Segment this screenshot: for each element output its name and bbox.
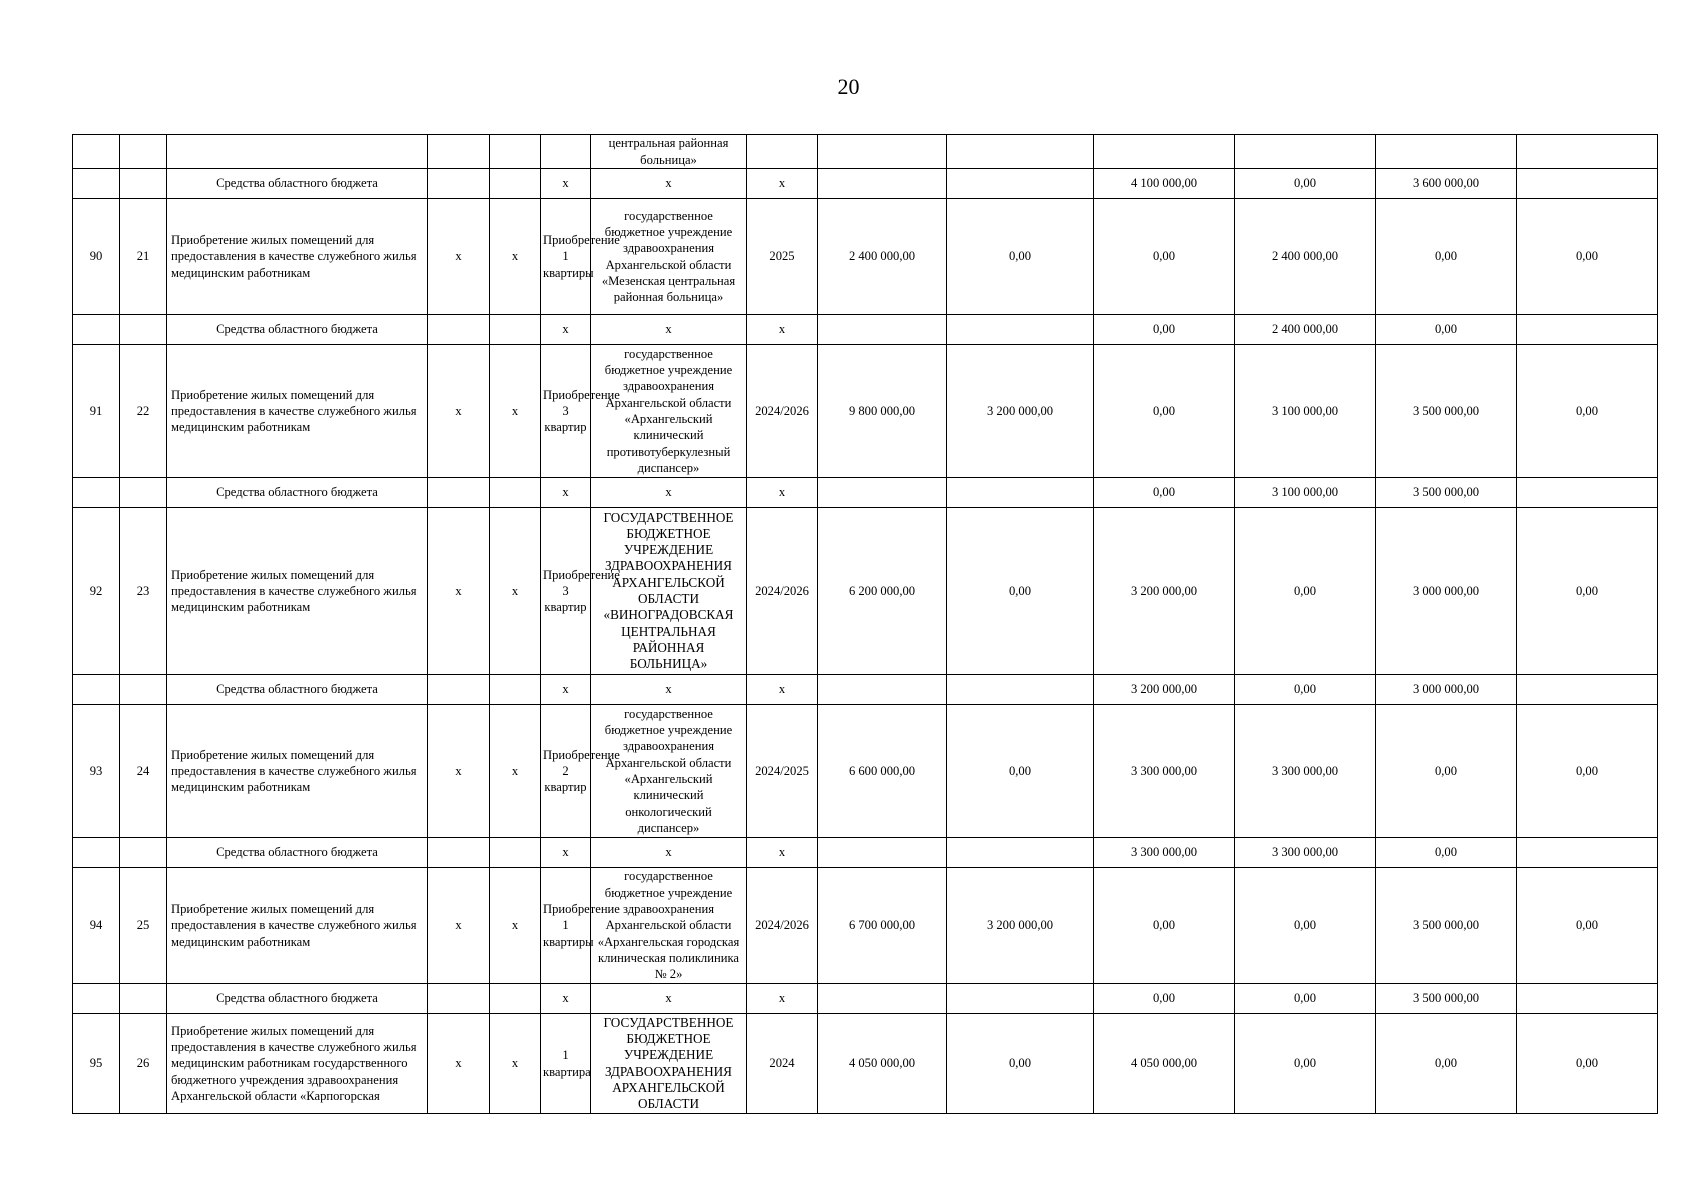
cell-work: 1 квартира: [541, 1014, 591, 1114]
table-row-entry: [73, 1014, 1658, 1114]
cell-amount: [1517, 478, 1658, 508]
cell-amount: [947, 675, 1094, 705]
cell-x: х: [747, 675, 818, 705]
cell-empty: [490, 169, 541, 199]
cell-empty: [490, 478, 541, 508]
cell-x: х: [747, 169, 818, 199]
cell-total: 4 050 000,00: [818, 1014, 947, 1114]
cell-empty: [428, 838, 490, 868]
cell-amount: [818, 984, 947, 1014]
cell-subnumber: 26: [120, 1014, 167, 1114]
table-row-source: [73, 478, 1658, 508]
cell-source-label: Средства областного бюджета: [167, 315, 428, 345]
page-number: 20: [837, 74, 860, 99]
cell-x: х: [490, 508, 541, 675]
cell-amount: 0,00: [1517, 1014, 1658, 1114]
cell-name: Приобретение жилых помещений для предоставления в качестве служебного жилья медицинским работникам: [167, 508, 428, 675]
cell-year: 2024: [747, 1014, 818, 1114]
cell-empty: [1094, 135, 1235, 169]
cell-empty: [428, 135, 490, 169]
cell-x: х: [747, 984, 818, 1014]
cell-amount: 3 300 000,00: [1235, 838, 1376, 868]
cell-x: х: [541, 984, 591, 1014]
cell-x: х: [541, 675, 591, 705]
cell-amount: 0,00: [1517, 345, 1658, 478]
cell-number: 94: [73, 868, 120, 984]
cell-year: 2024/2026: [747, 868, 818, 984]
cell-amount: 3 100 000,00: [1235, 478, 1376, 508]
cell-org: ГОСУДАРСТВЕННОЕ БЮДЖЕТНОЕ УЧРЕЖДЕНИЕ ЗДРАВООХРАНЕНИЯ АРХАНГЕЛЬСКОЙ ОБЛАСТИ: [591, 1014, 747, 1114]
cell-work: Приобретение 2 квартир: [541, 705, 591, 838]
cell-amount: [947, 984, 1094, 1014]
cell-empty: [73, 135, 120, 169]
cell-amount: 0,00: [1376, 315, 1517, 345]
cell-amount: 0,00: [947, 508, 1094, 675]
cell-x: х: [747, 478, 818, 508]
cell-empty: [428, 675, 490, 705]
cell-empty: [73, 478, 120, 508]
cell-year: 2024/2026: [747, 508, 818, 675]
cell-amount: 0,00: [1094, 984, 1235, 1014]
table-row-continuation: [73, 135, 1658, 169]
cell-total: 9 800 000,00: [818, 345, 947, 478]
cell-amount: 0,00: [947, 1014, 1094, 1114]
cell-amount: [1517, 838, 1658, 868]
cell-x: х: [591, 478, 747, 508]
cell-amount: 2 400 000,00: [1235, 315, 1376, 345]
cell-x: х: [428, 868, 490, 984]
cell-amount: [818, 478, 947, 508]
cell-x: х: [591, 838, 747, 868]
cell-total: 6 700 000,00: [818, 868, 947, 984]
cell-amount: 0,00: [1235, 508, 1376, 675]
cell-source-label: Средства областного бюджета: [167, 675, 428, 705]
cell-empty: [167, 135, 428, 169]
cell-x: х: [428, 705, 490, 838]
cell-amount: 4 050 000,00: [1094, 1014, 1235, 1114]
cell-amount: 0,00: [1376, 199, 1517, 315]
cell-org: центральная районная больница»: [591, 135, 747, 169]
cell-amount: 3 000 000,00: [1376, 675, 1517, 705]
cell-x: х: [428, 345, 490, 478]
cell-amount: [947, 478, 1094, 508]
cell-amount: 0,00: [1094, 345, 1235, 478]
cell-amount: 0,00: [1235, 868, 1376, 984]
cell-amount: 3 200 000,00: [947, 868, 1094, 984]
cell-amount: 3 200 000,00: [1094, 675, 1235, 705]
cell-amount: 3 600 000,00: [1376, 169, 1517, 199]
cell-empty: [1376, 135, 1517, 169]
cell-subnumber: 21: [120, 199, 167, 315]
cell-org: государственное бюджетное учреждение здравоохранения Архангельской области «Мезенская центральная районная больница»: [591, 199, 747, 315]
cell-empty: [1517, 135, 1658, 169]
cell-amount: 3 300 000,00: [1094, 838, 1235, 868]
cell-amount: 3 500 000,00: [1376, 868, 1517, 984]
cell-empty: [120, 675, 167, 705]
cell-amount: 0,00: [1235, 169, 1376, 199]
cell-amount: [818, 169, 947, 199]
cell-empty: [490, 315, 541, 345]
cell-amount: 3 500 000,00: [1376, 345, 1517, 478]
cell-amount: [818, 675, 947, 705]
cell-empty: [428, 169, 490, 199]
cell-amount: 3 500 000,00: [1376, 984, 1517, 1014]
cell-total: 6 200 000,00: [818, 508, 947, 675]
cell-x: х: [591, 169, 747, 199]
cell-amount: 3 300 000,00: [1235, 705, 1376, 838]
cell-empty: [120, 135, 167, 169]
cell-amount: 3 200 000,00: [1094, 508, 1235, 675]
cell-subnumber: 25: [120, 868, 167, 984]
cell-amount: 0,00: [1517, 508, 1658, 675]
cell-year: 2024/2026: [747, 345, 818, 478]
cell-org: государственное бюджетное учреждение здравоохранения Архангельской области «Архангельский клинический противотуберкулезный диспансер»: [591, 345, 747, 478]
cell-amount: [1517, 984, 1658, 1014]
cell-amount: 3 200 000,00: [947, 345, 1094, 478]
cell-empty: [73, 315, 120, 345]
cell-amount: 0,00: [1235, 675, 1376, 705]
cell-amount: [1517, 169, 1658, 199]
cell-amount: 0,00: [1376, 838, 1517, 868]
cell-empty: [490, 984, 541, 1014]
cell-amount: [1517, 675, 1658, 705]
cell-empty: [1235, 135, 1376, 169]
cell-empty: [73, 169, 120, 199]
table-row-source: [73, 838, 1658, 868]
cell-amount: 0,00: [947, 199, 1094, 315]
cell-empty: [428, 478, 490, 508]
table-row-entry: [73, 705, 1658, 838]
cell-empty: [120, 838, 167, 868]
cell-number: 93: [73, 705, 120, 838]
cell-amount: [1517, 315, 1658, 345]
cell-name: Приобретение жилых помещений для предоставления в качестве служебного жилья медицинским работникам: [167, 705, 428, 838]
table-row-entry: [73, 345, 1658, 478]
cell-name: Приобретение жилых помещений для предоставления в качестве служебного жилья медицинским работникам: [167, 199, 428, 315]
cell-amount: 0,00: [1376, 1014, 1517, 1114]
cell-number: 90: [73, 199, 120, 315]
cell-amount: 0,00: [1376, 705, 1517, 838]
cell-empty: [947, 135, 1094, 169]
cell-org: государственное бюджетное учреждение здравоохранения Архангельской области «Архангельская городская клиническая поликлиника № 2»: [591, 868, 747, 984]
cell-empty: [428, 315, 490, 345]
cell-empty: [120, 984, 167, 1014]
cell-x: х: [541, 478, 591, 508]
cell-empty: [541, 135, 591, 169]
cell-total: 6 600 000,00: [818, 705, 947, 838]
cell-amount: [818, 315, 947, 345]
table-row-entry: [73, 199, 1658, 315]
cell-amount: 3 300 000,00: [1094, 705, 1235, 838]
cell-source-label: Средства областного бюджета: [167, 984, 428, 1014]
cell-empty: [73, 675, 120, 705]
cell-x: х: [747, 315, 818, 345]
table-row-source: [73, 984, 1658, 1014]
table-row-source: [73, 169, 1658, 199]
cell-amount: 3 100 000,00: [1235, 345, 1376, 478]
cell-amount: 0,00: [1094, 868, 1235, 984]
cell-amount: 0,00: [1094, 199, 1235, 315]
table-row-entry: [73, 868, 1658, 984]
cell-empty: [73, 838, 120, 868]
cell-name: Приобретение жилых помещений для предоставления в качестве служебного жилья медицинским работникам государственного бюджетного учреждения здравоохранения Архангельской области «Карпогорская: [167, 1014, 428, 1114]
cell-amount: 0,00: [1517, 705, 1658, 838]
cell-total: 2 400 000,00: [818, 199, 947, 315]
cell-x: х: [541, 838, 591, 868]
cell-number: 95: [73, 1014, 120, 1114]
cell-amount: 0,00: [1094, 478, 1235, 508]
cell-amount: 0,00: [1235, 1014, 1376, 1114]
cell-subnumber: 24: [120, 705, 167, 838]
cell-empty: [818, 135, 947, 169]
cell-work: Приобретение 1 квартиры: [541, 868, 591, 984]
cell-amount: 0,00: [1094, 315, 1235, 345]
cell-subnumber: 23: [120, 508, 167, 675]
cell-x: х: [428, 508, 490, 675]
cell-amount: 0,00: [1517, 199, 1658, 315]
cell-subnumber: 22: [120, 345, 167, 478]
cell-work: Приобретение 3 квартир: [541, 508, 591, 675]
cell-amount: 3 500 000,00: [1376, 478, 1517, 508]
cell-empty: [120, 315, 167, 345]
cell-empty: [490, 135, 541, 169]
cell-x: х: [490, 345, 541, 478]
cell-org: государственное бюджетное учреждение здравоохранения Архангельской области «Архангельский клинический онкологический диспансер»: [591, 705, 747, 838]
cell-x: х: [541, 169, 591, 199]
cell-empty: [428, 984, 490, 1014]
cell-amount: [818, 838, 947, 868]
cell-empty: [490, 838, 541, 868]
cell-number: 92: [73, 508, 120, 675]
cell-name: Приобретение жилых помещений для предоставления в качестве служебного жилья медицинским работникам: [167, 868, 428, 984]
cell-x: х: [591, 984, 747, 1014]
cell-amount: 0,00: [1517, 868, 1658, 984]
cell-year: 2024/2025: [747, 705, 818, 838]
budget-table: [72, 134, 1658, 1114]
cell-empty: [120, 478, 167, 508]
cell-name: Приобретение жилых помещений для предоставления в качестве служебного жилья медицинским работникам: [167, 345, 428, 478]
cell-x: х: [591, 675, 747, 705]
table-row-source: [73, 675, 1658, 705]
cell-amount: [947, 315, 1094, 345]
cell-x: х: [428, 1014, 490, 1114]
cell-x: х: [490, 868, 541, 984]
cell-x: х: [747, 838, 818, 868]
cell-empty: [490, 675, 541, 705]
cell-org: ГОСУДАРСТВЕННОЕ БЮДЖЕТНОЕ УЧРЕЖДЕНИЕ ЗДРАВООХРАНЕНИЯ АРХАНГЕЛЬСКОЙ ОБЛАСТИ «ВИНОГРАДОВСКАЯ ЦЕНТРАЛЬНАЯ РАЙОННАЯ БОЛЬНИЦА»: [591, 508, 747, 675]
cell-x: х: [490, 1014, 541, 1114]
cell-empty: [73, 984, 120, 1014]
cell-amount: [947, 169, 1094, 199]
cell-x: х: [490, 705, 541, 838]
cell-x: х: [428, 199, 490, 315]
cell-empty: [747, 135, 818, 169]
cell-amount: [947, 838, 1094, 868]
cell-year: 2025: [747, 199, 818, 315]
cell-work: Приобретение 3 квартир: [541, 345, 591, 478]
cell-x: х: [541, 315, 591, 345]
cell-source-label: Средства областного бюджета: [167, 478, 428, 508]
cell-x: х: [591, 315, 747, 345]
cell-amount: 4 100 000,00: [1094, 169, 1235, 199]
cell-number: 91: [73, 345, 120, 478]
cell-x: х: [490, 199, 541, 315]
cell-source-label: Средства областного бюджета: [167, 838, 428, 868]
table-row-entry: [73, 508, 1658, 675]
cell-work: Приобретение 1 квартиры: [541, 199, 591, 315]
cell-source-label: Средства областного бюджета: [167, 169, 428, 199]
cell-amount: 3 000 000,00: [1376, 508, 1517, 675]
cell-empty: [120, 169, 167, 199]
cell-amount: 2 400 000,00: [1235, 199, 1376, 315]
cell-amount: 0,00: [947, 705, 1094, 838]
cell-amount: 0,00: [1235, 984, 1376, 1014]
table-row-source: [73, 315, 1658, 345]
